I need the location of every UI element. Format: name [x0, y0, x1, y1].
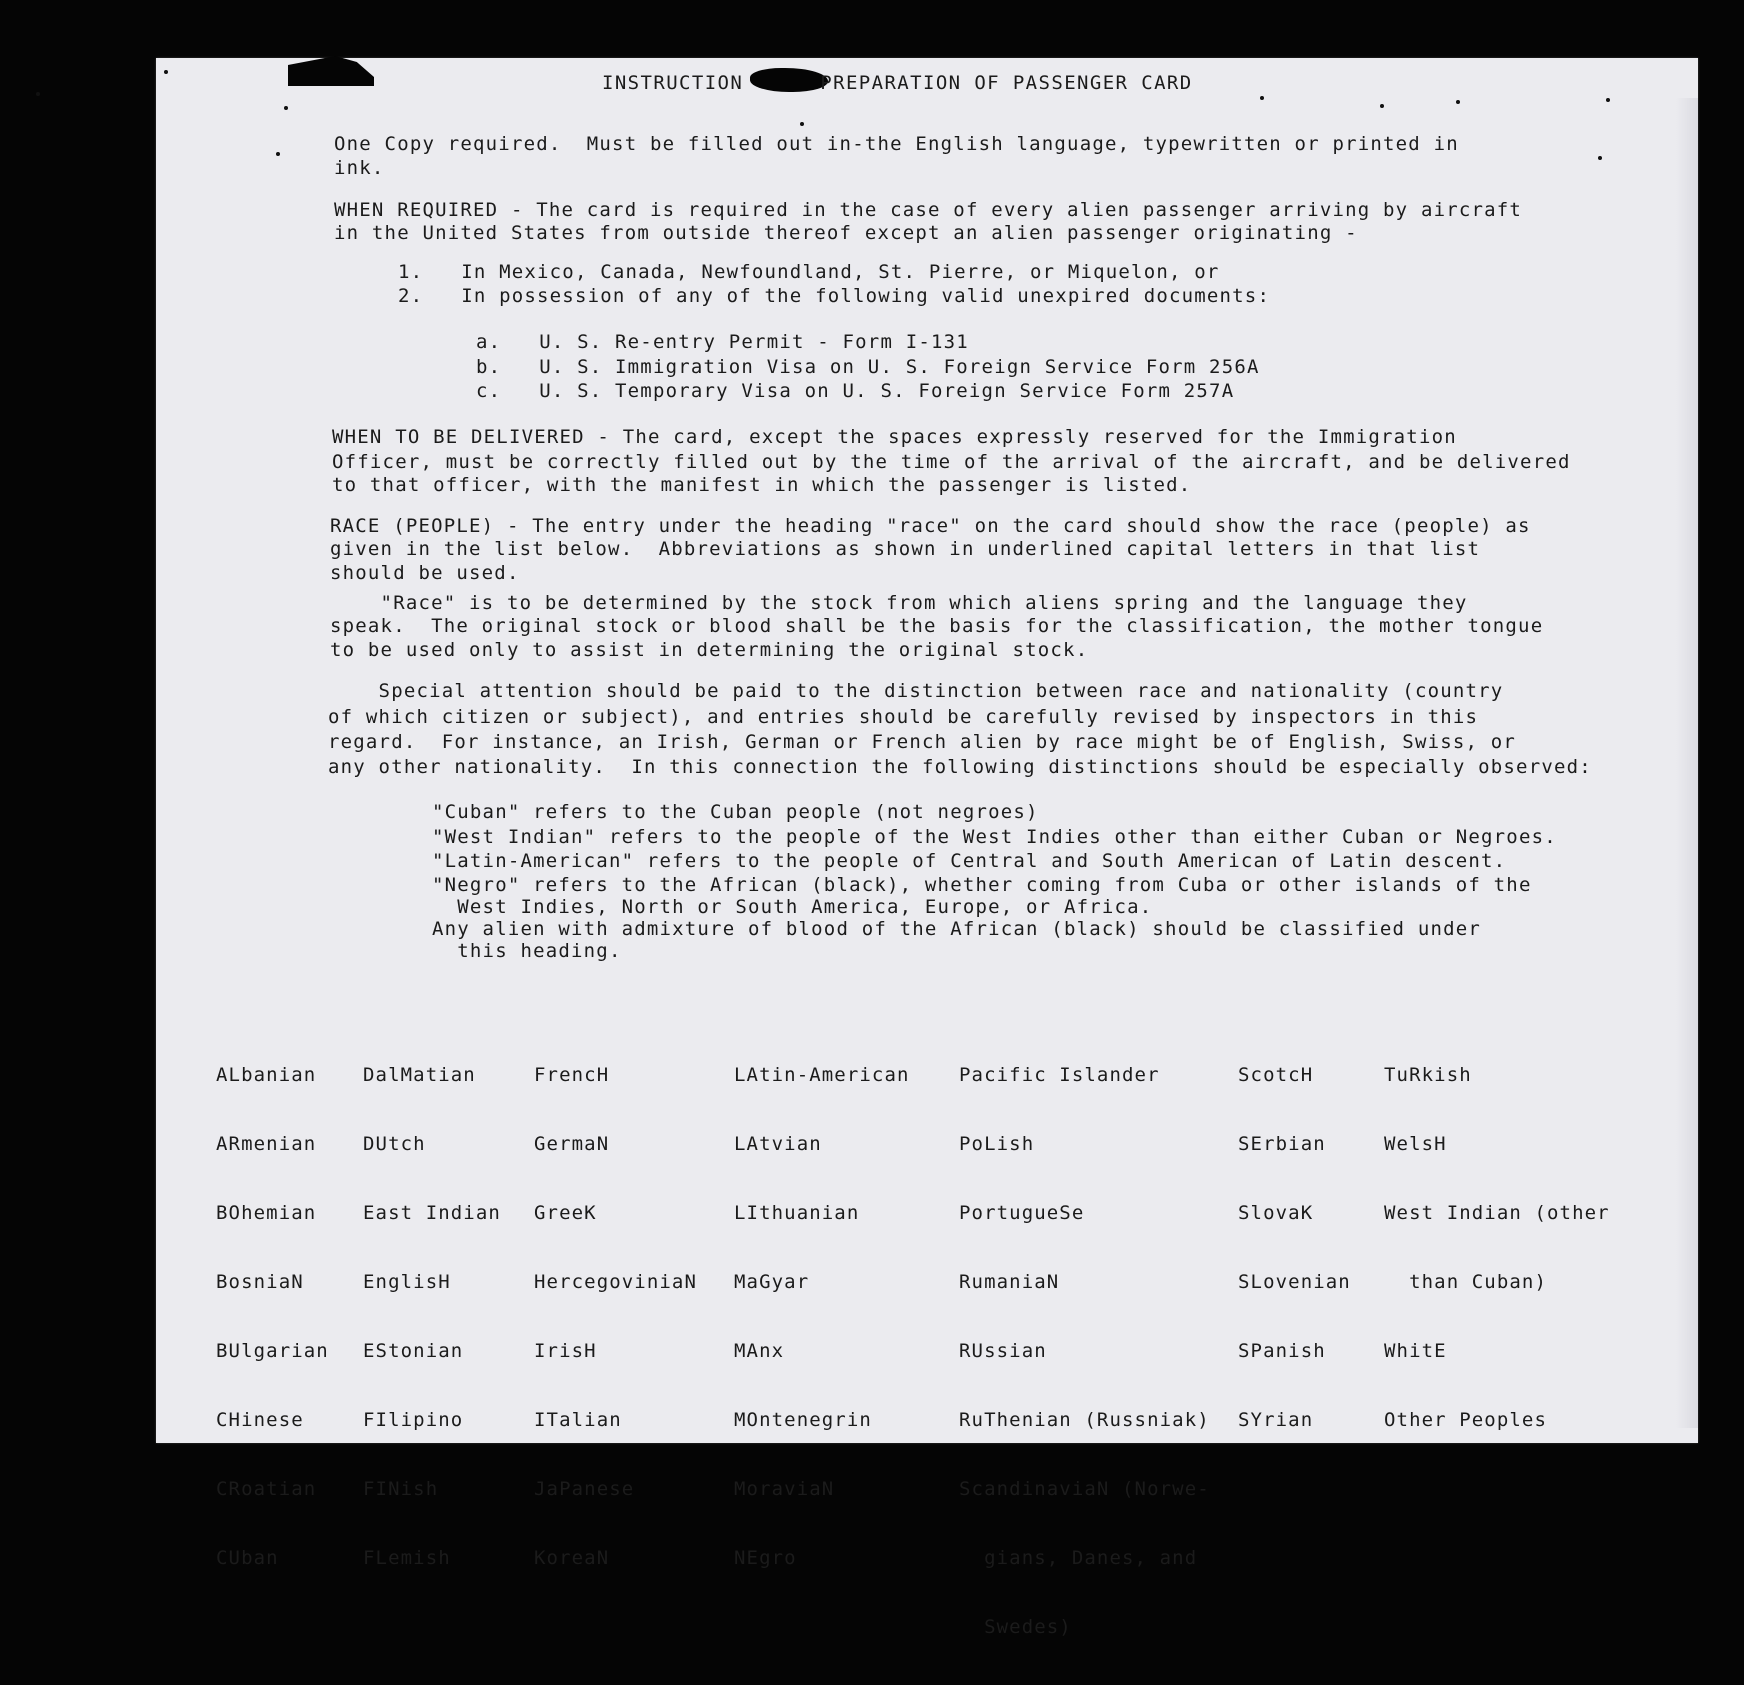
speck	[1380, 104, 1384, 108]
race-entry: PoLish	[959, 1133, 1035, 1155]
distinction-line: "Latin-American" refers to the people of Central and South American of Latin descent.	[432, 850, 1507, 872]
stock-line: "Race" is to be determined by the stock from which aliens spring and the language they	[330, 592, 1468, 614]
race-column	[959, 1018, 1210, 1685]
race-entry: WelsH	[1384, 1133, 1447, 1155]
race-entry: HercegoviniaN	[534, 1271, 698, 1293]
race-line: RACE (PEOPLE) - The entry under the heading "race" on the card should show the race (people) as	[330, 515, 1531, 537]
race-entry: SPanish	[1238, 1340, 1326, 1362]
speck	[284, 106, 288, 110]
race-entry: FLemish	[363, 1547, 451, 1569]
race-entry: LAtin-American	[734, 1064, 910, 1086]
distinction-line: Any alien with admixture of blood of the African (black) should be classified under	[432, 918, 1482, 940]
race-entry: KoreaN	[534, 1547, 610, 1569]
race-entry: West Indian (other	[1384, 1202, 1610, 1224]
race-entry: GreeK	[534, 1202, 597, 1224]
document-item: c. U. S. Temporary Visa on U. S. Foreign Service Form 257A	[476, 380, 1235, 402]
race-entry: NEgro	[734, 1547, 797, 1569]
stock-line: speak. The original stock or blood shall be the basis for the classification, the mother tongue	[330, 615, 1544, 637]
intro-line: One Copy required. Must be filled out in-the English language, typewritten or printed in	[334, 133, 1459, 155]
race-entry: Swedes)	[959, 1616, 1072, 1638]
race-entry: SLovenian	[1238, 1271, 1351, 1293]
race-entry: Pacific Islander	[959, 1064, 1160, 1086]
distinction-line: "Negro" refers to the African (black), whether coming from Cuba or other islands of the	[432, 874, 1532, 896]
race-line: should be used.	[330, 562, 520, 584]
race-column	[1238, 1018, 1351, 1478]
race-entry: GermaN	[534, 1133, 610, 1155]
race-entry: ITalian	[534, 1409, 622, 1431]
race-entry: Other Peoples	[1384, 1409, 1548, 1431]
when-delivered-line: to that officer, with the manifest in which the passenger is listed.	[332, 474, 1192, 496]
race-entry: SErbian	[1238, 1133, 1326, 1155]
race-entry: SlovaK	[1238, 1202, 1314, 1224]
speck	[164, 70, 168, 74]
race-entry: than Cuban)	[1384, 1271, 1548, 1293]
race-entry: MOntenegrin	[734, 1409, 872, 1431]
race-entry: BOhemian	[216, 1202, 317, 1224]
speck	[1598, 156, 1602, 160]
race-entry: JaPanese	[534, 1478, 635, 1500]
intro-line: ink.	[334, 157, 385, 179]
required-item: 1. In Mexico, Canada, Newfoundland, St. Pierre, or Miquelon, or	[398, 261, 1220, 283]
speck	[1606, 98, 1610, 102]
race-column	[216, 1018, 329, 1616]
race-entry: FINish	[363, 1478, 439, 1500]
race-line: given in the list below. Abbreviations as shown in underlined capital letters in that list	[330, 538, 1481, 560]
race-entry: CRoatian	[216, 1478, 317, 1500]
race-entry: gians, Danes, and	[959, 1547, 1198, 1569]
race-entry: East Indian	[363, 1202, 501, 1224]
race-entry: ALbanian	[216, 1064, 317, 1086]
race-entry: DUtch	[363, 1133, 426, 1155]
race-entry: RumaniaN	[959, 1271, 1060, 1293]
distinction-line: "West Indian" refers to the people of the West Indies other than either Cuban or Negroes.	[432, 826, 1557, 848]
when-delivered-line: WHEN TO BE DELIVERED - The card, except the spaces expressly reserved for the Immigration	[332, 426, 1457, 448]
race-entry: WhitE	[1384, 1340, 1447, 1362]
race-entry: CUban	[216, 1547, 279, 1569]
distinction-line: this heading.	[432, 940, 622, 962]
attention-line: of which citizen or subject), and entries should be carefully revised by inspectors in this	[328, 706, 1479, 728]
speck	[276, 152, 280, 156]
attention-line: any other nationality. In this connection the following distinctions should be especially observed:	[328, 756, 1592, 778]
speck	[36, 92, 40, 96]
when-required-line: WHEN REQUIRED - The card is required in the case of every alien passenger arriving by aircraft	[334, 199, 1523, 221]
race-entry: EStonian	[363, 1340, 464, 1362]
race-entry: IrisH	[534, 1340, 597, 1362]
race-entry: ARmenian	[216, 1133, 317, 1155]
race-entry: RuThenian (Russniak)	[959, 1409, 1210, 1431]
required-item: 2. In possession of any of the following valid unexpired documents:	[398, 285, 1271, 307]
race-column	[734, 1018, 910, 1616]
race-entry: LAtvian	[734, 1133, 822, 1155]
race-entry: MAnx	[734, 1340, 785, 1362]
race-column	[534, 1018, 697, 1616]
race-column	[363, 1018, 501, 1616]
distinction-line: West Indies, North or South America, Europe, or Africa.	[432, 896, 1153, 918]
race-entry: FIlipino	[363, 1409, 464, 1431]
race-entry: RUssian	[959, 1340, 1047, 1362]
document-item: a. U. S. Re-entry Permit - Form I-131	[476, 331, 969, 353]
race-entry: FrencH	[534, 1064, 610, 1086]
race-entry: LIthuanian	[734, 1202, 860, 1224]
attention-line: Special attention should be paid to the distinction between race and nationality (country	[328, 680, 1504, 702]
speck	[1456, 100, 1460, 104]
race-entry: EnglisH	[363, 1271, 451, 1293]
distinction-line: "Cuban" refers to the Cuban people (not negroes)	[432, 801, 1039, 823]
race-entry: MoraviaN	[734, 1478, 835, 1500]
race-entry: BosniaN	[216, 1271, 304, 1293]
race-entry: CHinese	[216, 1409, 304, 1431]
race-entry: TuRkish	[1384, 1064, 1472, 1086]
when-required-line: in the United States from outside thereof except an alien passenger originating -	[334, 222, 1358, 244]
when-delivered-line: Officer, must be correctly filled out by the time of the arrival of the aircraft, and be delivered	[332, 451, 1571, 473]
race-entry: SYrian	[1238, 1409, 1314, 1431]
page-title: INSTRUCTION PREPARATION OF PASSENGER CARD	[602, 72, 1193, 94]
race-entry: BUlgarian	[216, 1340, 329, 1362]
stock-line: to be used only to assist in determining the original stock.	[330, 639, 1089, 661]
race-entry: ScotcH	[1238, 1064, 1314, 1086]
document-item: b. U. S. Immigration Visa on U. S. Foreign Service Form 256A	[476, 356, 1260, 378]
speck	[800, 122, 804, 126]
race-entry: MaGyar	[734, 1271, 810, 1293]
speck	[1260, 96, 1264, 100]
race-column	[1384, 1018, 1610, 1478]
race-entry: ScandinaviaN (Norwe-	[959, 1478, 1210, 1500]
race-entry: PortugueSe	[959, 1202, 1085, 1224]
attention-line: regard. For instance, an Irish, German or French alien by race might be of English, Swiss, or	[328, 731, 1517, 753]
race-entry: DalMatian	[363, 1064, 476, 1086]
